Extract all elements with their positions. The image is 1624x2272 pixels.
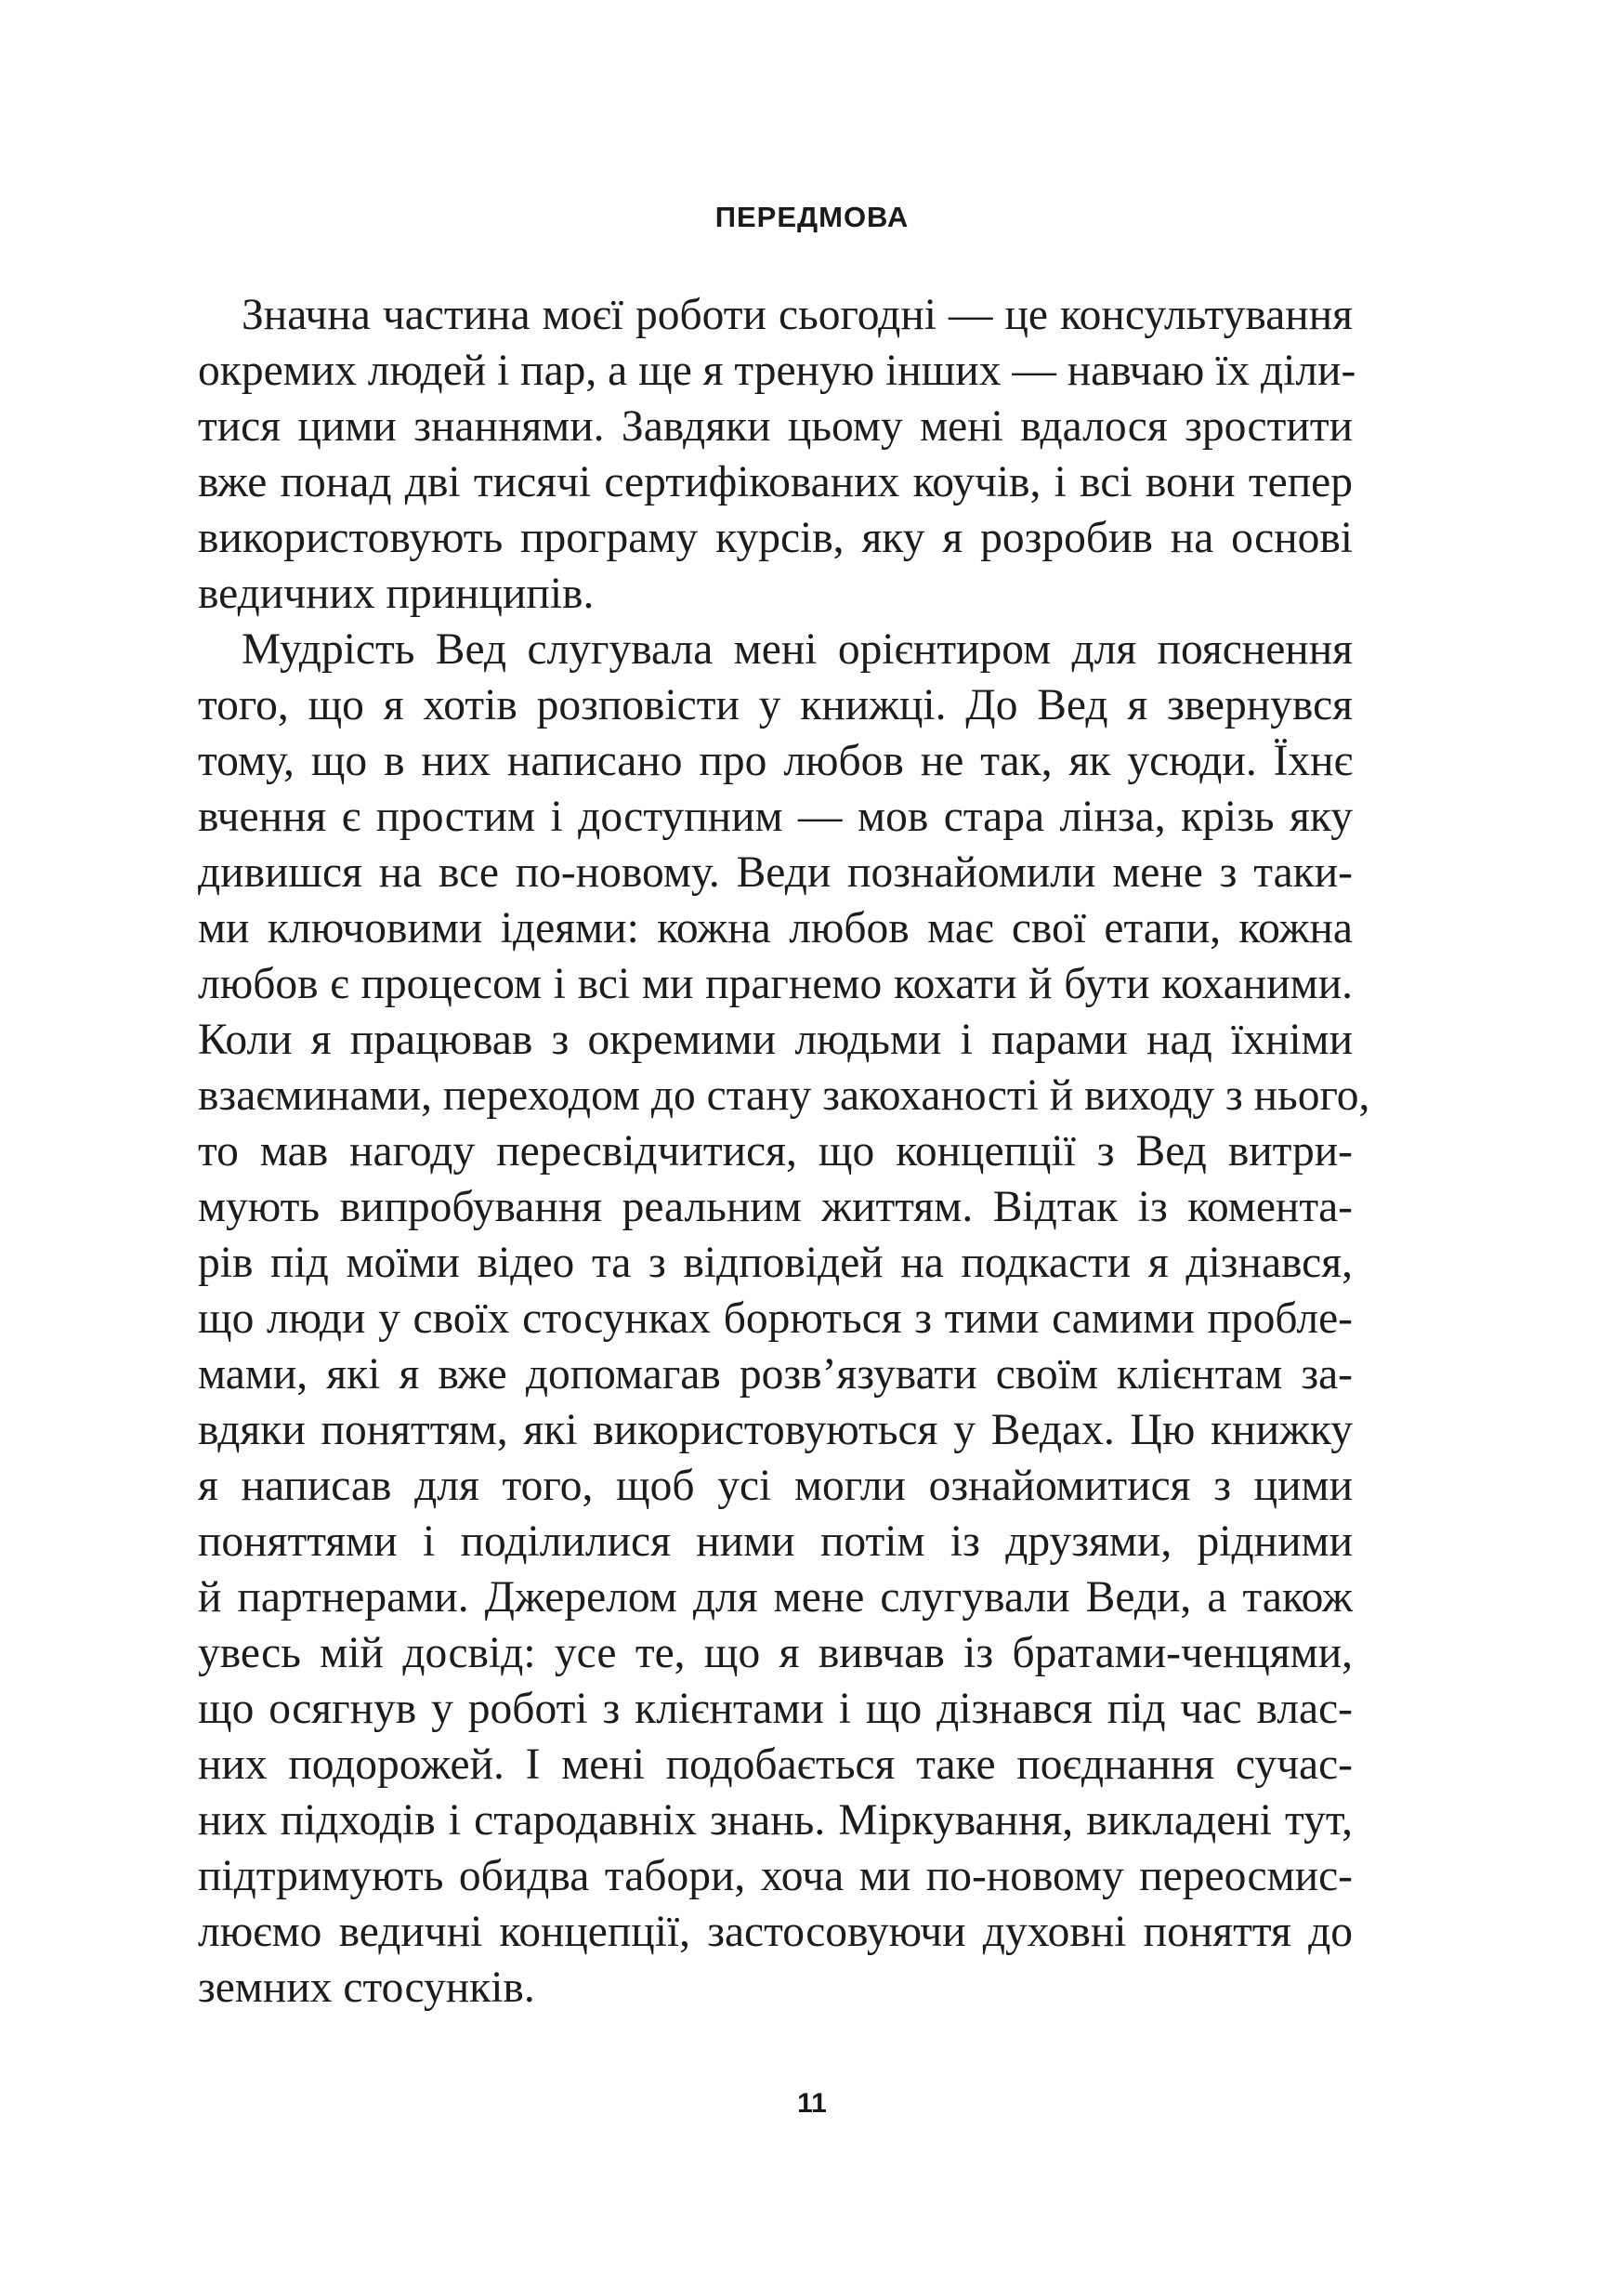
body-text [198, 287, 1370, 2016]
text-line: поняттями і поділилися ними потім із друзями, рідними [198, 1517, 1353, 1566]
text-line: окремих людей і пар, а ще я треную інших — навчаю їх діли- [198, 347, 1356, 395]
paragraph-2 [198, 622, 1370, 2016]
text-line: й партнерами. Джерелом для мене слугували Веди, а також [198, 1573, 1353, 1622]
paragraph-1 [198, 287, 1356, 622]
text-line: мують випробування реальним життям. Відтак із коментa- [198, 1183, 1353, 1231]
running-head: ПЕРЕДМОВА [714, 201, 910, 233]
page-number: 11 [797, 2088, 827, 2119]
text-line: взаєминами, переходом до стану закоханості й виходу з нього, [198, 1071, 1370, 1120]
text-line: Мудрість Вед слугувала мені орієнтиром для пояснення [242, 625, 1353, 674]
text-line: них подорожей. І мені подобається таке поєднання сучас- [198, 1740, 1353, 1789]
text-line: ми ключовими ідеями: кожна любов має свої етапи, кожна [198, 904, 1353, 952]
text-line: дивишся на все по-новому. Веди познайомили мене з таки- [198, 848, 1353, 897]
text-line: вже понад дві тисячі сертифікованих коучів, і всі вони тепер [198, 458, 1353, 506]
text-line: тися цими знаннями. Завдяки цьому мені вдалося зростити [198, 402, 1353, 451]
text-line: люємо ведичні концепції, застосовуючи духовні поняття до [198, 1908, 1353, 1956]
text-line: що осягнув у роботі з клієнтами і що дізнався під час влас- [198, 1685, 1353, 1733]
text-line: вдяки поняттям, які використовуються у Ведах. Цю книжку [198, 1406, 1353, 1454]
text-line: них підходів і стародавніх знань. Міркування, викладені тут, [198, 1796, 1353, 1845]
text-line: я написав для того, щоб усі могли ознайомитися з цими [198, 1462, 1353, 1510]
text-line: того, що я хотів розповісти у книжці. До Вед я звернувся [198, 681, 1353, 729]
text-line: що люди у своїх стосунках борються з тими самими пробле- [198, 1294, 1353, 1343]
text-line: увесь мій досвід: усе те, що я вивчав із братами-ченцями, [198, 1629, 1353, 1677]
text-line: мами, які я вже допомагав розв’язувати своїм клієнтам за- [198, 1350, 1353, 1399]
text-line: Коли я працював з окремими людьми і парами над їхніми [198, 1016, 1353, 1064]
text-line: рів під моїми відео та з відповідей на подкасти я дізнався, [198, 1239, 1353, 1287]
text-line: любов є процесом і всі ми прагнемо кохати й бути коханими. [198, 960, 1353, 1008]
text-line: вчення є простим і доступним — мов стара лінза, крізь яку [198, 793, 1353, 841]
text-line: підтримують обидва табори, хоча ми по-новому переосмис- [198, 1852, 1353, 1900]
text-line: використовують програму курсів, яку я розробив на основі [198, 514, 1353, 562]
text-line: то мав нагоду пересвідчитися, що концепції з Вед витри- [198, 1127, 1353, 1175]
text-line: земних стосунків. [198, 1963, 535, 2012]
text-line: тому, що в них написано про любов не так, як усюди. Їхнє [198, 737, 1353, 785]
text-line: ведичних принципів. [198, 570, 595, 618]
text-line: Значна частина моєї роботи сьогодні — це консультування [242, 291, 1353, 339]
